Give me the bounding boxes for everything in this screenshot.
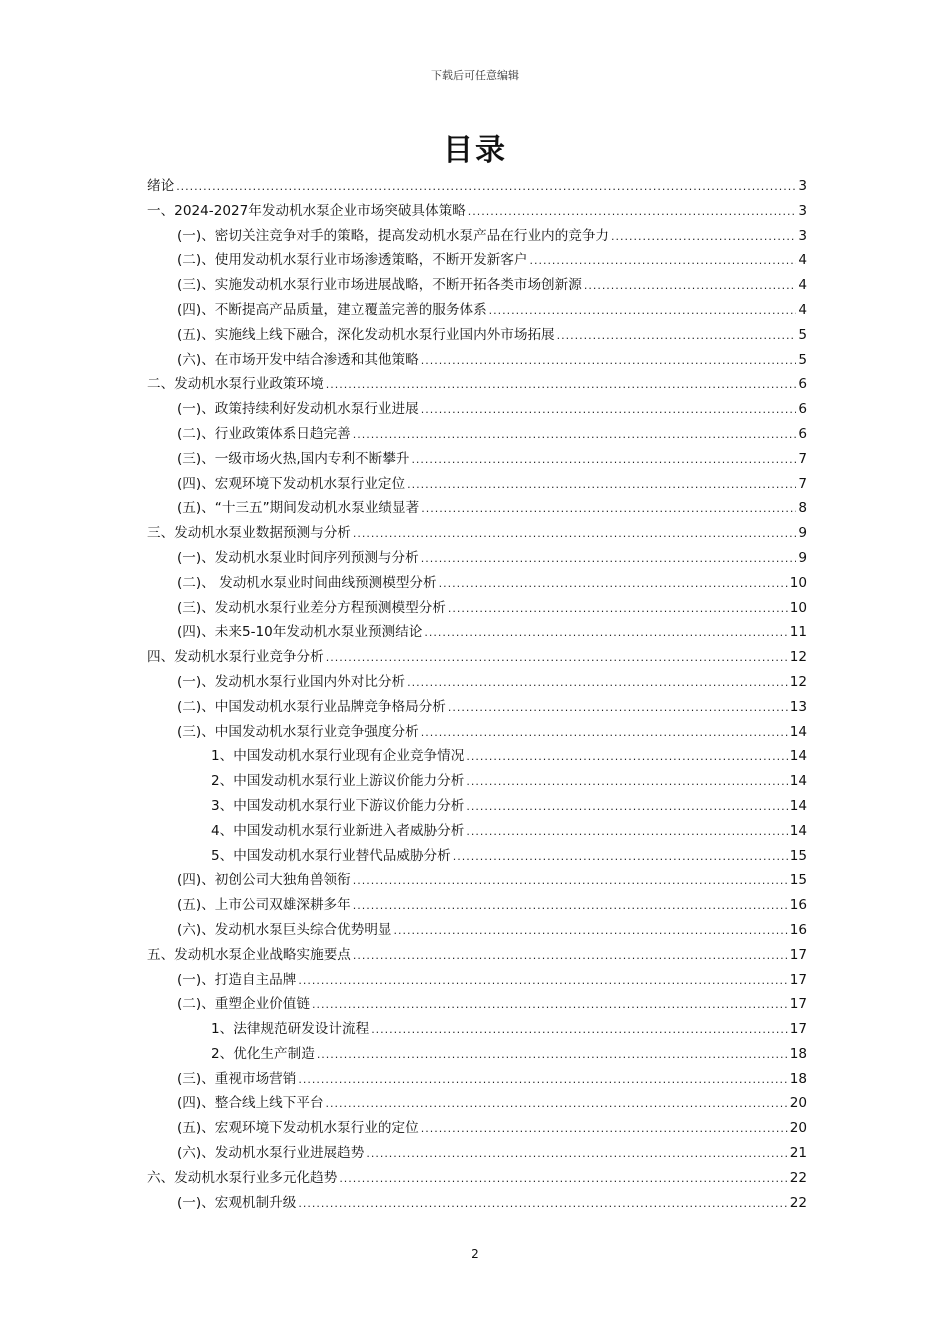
toc-dot-leader xyxy=(421,1117,788,1142)
toc-entry-text: (一)、密切关注竞争对手的策略，提高发动机水泵产品在行业内的竞争力 xyxy=(177,227,610,244)
toc-entry-text: (四)、初创公司大独角兽领衔 xyxy=(177,872,351,889)
toc-entry[interactable] xyxy=(147,174,807,199)
toc-entry-page: 20 xyxy=(789,1120,807,1137)
toc-entry-page: 3 xyxy=(798,178,807,194)
toc-title: 目录 xyxy=(443,133,507,168)
toc-entry-text: (二)、中国发动机水泵行业品牌竞争格局分析 xyxy=(177,698,446,715)
toc-dot-leader xyxy=(394,919,788,944)
toc-entry-text: (五)、实施线上线下融合，深化发动机水泵行业国内外市场拓展 xyxy=(177,326,555,343)
toc-entry-text: (四)、未来5-10年发动机水泵业预测结论 xyxy=(177,624,423,641)
toc-entry[interactable] xyxy=(147,571,807,596)
toc-entry-text: (二)、行业政策体系日趋完善 xyxy=(177,425,351,442)
toc-entry-text: 2、优化生产制造 xyxy=(211,1045,315,1062)
header-note: 下载后可任意编辑 xyxy=(431,69,519,82)
toc-dot-leader xyxy=(326,646,788,671)
toc-entry-text: 1、中国发动机水泵行业现有企业竞争情况 xyxy=(211,748,465,765)
toc-entry[interactable] xyxy=(147,968,807,993)
toc-entry-text: 2、中国发动机水泵行业上游议价能力分析 xyxy=(211,773,465,790)
toc-entry-page: 6 xyxy=(798,425,807,442)
toc-entry-text: 绪论 xyxy=(147,178,175,194)
toc-entry-text: (二)、使用发动机水泵行业市场渗透策略，不断开发新客户 xyxy=(177,252,528,269)
toc-dot-leader xyxy=(466,745,787,770)
toc-entry-page: 4 xyxy=(798,277,807,294)
toc-dot-leader xyxy=(339,1167,787,1192)
toc-dot-leader xyxy=(353,894,788,919)
toc-entry[interactable] xyxy=(147,496,807,521)
toc-entry[interactable] xyxy=(147,1191,807,1216)
toc-entry[interactable] xyxy=(147,720,807,745)
toc-entry-page: 5 xyxy=(798,351,807,368)
toc-entry[interactable] xyxy=(147,1017,807,1042)
toc-entry-page: 6 xyxy=(798,376,807,393)
toc-entry[interactable] xyxy=(147,596,807,621)
toc-entry[interactable] xyxy=(147,620,807,645)
toc-dot-leader xyxy=(326,373,797,398)
toc-dot-leader xyxy=(421,721,788,746)
toc-entry-page: 17 xyxy=(789,971,807,988)
toc-entry-page: 17 xyxy=(789,1021,807,1038)
toc-entry[interactable] xyxy=(147,472,807,497)
toc-dot-leader xyxy=(421,497,796,522)
toc-entry-text: 五、发动机水泵企业战略实施要点 xyxy=(147,946,351,963)
toc-entry[interactable] xyxy=(147,248,807,273)
toc-entry-text: (三)、实施发动机水泵行业市场进展战略，不断开拓各类市场创新源 xyxy=(177,277,582,294)
toc-entry-text: 一、2024-2027年发动机水泵企业市场突破具体策略 xyxy=(147,202,466,219)
toc-entry-page: 3 xyxy=(798,227,807,244)
toc-entry-page: 10 xyxy=(789,599,807,616)
toc-entry[interactable] xyxy=(147,224,807,249)
toc-entry-text: 四、发动机水泵行业竞争分析 xyxy=(147,649,324,666)
toc-entry-text: (三)、一级市场火热,国内专利不断攀升 xyxy=(177,450,410,467)
toc-entry-page: 7 xyxy=(798,450,807,467)
toc-entry-page: 9 xyxy=(798,525,807,542)
toc-entry[interactable] xyxy=(147,1166,807,1191)
toc-entry[interactable] xyxy=(147,645,807,670)
toc-entry-text: (二)、 发动机水泵业时间曲线预测模型分析 xyxy=(177,574,437,591)
toc-entry-text: (五)、上市公司双雄深耕多年 xyxy=(177,897,351,914)
toc-dot-leader xyxy=(353,522,796,547)
toc-dot-leader xyxy=(317,1043,788,1068)
toc-entry[interactable] xyxy=(147,397,807,422)
toc-entry[interactable] xyxy=(147,744,807,769)
toc-entry-text: (三)、中国发动机水泵行业竞争强度分析 xyxy=(177,723,419,740)
toc-entry-page: 10 xyxy=(789,574,807,591)
toc-entry[interactable] xyxy=(147,769,807,794)
toc-entry-page: 12 xyxy=(789,649,807,666)
toc-entry-page: 17 xyxy=(789,946,807,963)
toc-entry[interactable] xyxy=(147,372,807,397)
toc-dot-leader xyxy=(407,671,788,696)
toc-dot-leader xyxy=(353,423,797,448)
toc-entry-page: 14 xyxy=(789,723,807,740)
toc-dot-leader xyxy=(366,1142,787,1167)
toc-entry-text: 六、发动机水泵行业多元化趋势 xyxy=(147,1169,338,1186)
toc-entry-text: (一)、政策持续利好发动机水泵行业进展 xyxy=(177,401,419,418)
toc-entry-page: 22 xyxy=(789,1169,807,1186)
toc-entry-page: 6 xyxy=(798,401,807,418)
toc-dot-leader xyxy=(557,324,797,349)
toc-entry-text: (五)、宏观环境下发动机水泵行业的定位 xyxy=(177,1120,419,1137)
toc-entry-text: (一)、宏观机制升级 xyxy=(177,1194,297,1211)
toc-dot-leader xyxy=(298,1192,787,1217)
toc-entry[interactable] xyxy=(147,868,807,893)
toc-dot-leader xyxy=(407,473,796,498)
toc-dot-leader xyxy=(466,820,787,845)
toc-entry-page: 9 xyxy=(798,549,807,566)
toc-entry-text: (四)、整合线上线下平台 xyxy=(177,1095,324,1112)
toc-entry[interactable] xyxy=(147,918,807,943)
toc-entry-page: 11 xyxy=(789,624,807,641)
toc-entry-text: 1、法律规范研发设计流程 xyxy=(211,1021,370,1038)
toc-entry-page: 17 xyxy=(789,996,807,1013)
toc-entry[interactable] xyxy=(147,943,807,968)
toc-entry[interactable] xyxy=(147,844,807,869)
toc-dot-leader xyxy=(448,597,788,622)
toc-entry[interactable] xyxy=(147,893,807,918)
toc-entry-page: 8 xyxy=(798,500,807,517)
toc-entry[interactable] xyxy=(147,794,807,819)
toc-entry[interactable] xyxy=(147,695,807,720)
toc-entry[interactable] xyxy=(147,348,807,373)
toc-dot-leader xyxy=(453,845,788,870)
toc-dot-leader xyxy=(439,572,788,597)
toc-entry-text: (六)、发动机水泵行业进展趋势 xyxy=(177,1145,365,1162)
toc-dot-leader xyxy=(298,1068,787,1093)
toc-dot-leader xyxy=(353,869,788,894)
toc-dot-leader xyxy=(298,969,787,994)
toc-dot-leader xyxy=(326,1092,788,1117)
toc-entry-page: 13 xyxy=(789,698,807,715)
toc-entry-page: 14 xyxy=(789,797,807,814)
toc-entry-text: 三、发动机水泵业数据预测与分析 xyxy=(147,525,351,542)
toc-dot-leader xyxy=(468,200,797,225)
toc-entry-page: 20 xyxy=(789,1095,807,1112)
toc-entry-text: (三)、发动机水泵行业差分方程预测模型分析 xyxy=(177,599,446,616)
toc-entry[interactable] xyxy=(147,1067,807,1092)
toc-entry-text: 5、中国发动机水泵行业替代品威胁分析 xyxy=(211,847,451,864)
toc-entry-text: (二)、重塑企业价值链 xyxy=(177,996,310,1013)
toc-entry-page: 15 xyxy=(789,847,807,864)
toc-entry-text: 二、发动机水泵行业政策环境 xyxy=(147,376,324,393)
toc-entry[interactable] xyxy=(147,1091,807,1116)
toc-dot-leader xyxy=(466,795,787,820)
toc-dot-leader xyxy=(489,299,797,324)
toc-entry[interactable] xyxy=(147,521,807,546)
toc-entry-text: (六)、发动机水泵巨头综合优势明显 xyxy=(177,921,392,938)
toc-entry[interactable] xyxy=(147,298,807,323)
toc-dot-leader xyxy=(529,249,796,274)
toc-entry-page: 21 xyxy=(789,1145,807,1162)
toc-entry[interactable] xyxy=(147,992,807,1017)
toc-entry[interactable] xyxy=(147,670,807,695)
toc-entry[interactable] xyxy=(147,323,807,348)
toc-entry-page: 14 xyxy=(789,822,807,839)
toc-dot-leader xyxy=(312,993,788,1018)
toc-entry-text: 3、中国发动机水泵行业下游议价能力分析 xyxy=(211,797,465,814)
toc-entry-text: (一)、发动机水泵行业国内外对比分析 xyxy=(177,673,406,690)
toc-dot-leader xyxy=(448,696,788,721)
toc-dot-leader xyxy=(466,770,787,795)
toc-entry[interactable] xyxy=(147,1116,807,1141)
toc-entry-page: 3 xyxy=(798,202,807,219)
toc-entry-page: 5 xyxy=(798,326,807,343)
toc-entry-page: 14 xyxy=(789,748,807,765)
toc-entry-text: (四)、不断提高产品质量，建立覆盖完善的服务体系 xyxy=(177,301,487,318)
toc-dot-leader xyxy=(176,175,796,200)
toc-entry-text: 4、中国发动机水泵行业新进入者威胁分析 xyxy=(211,822,465,839)
toc-entry[interactable] xyxy=(147,447,807,472)
toc-entry[interactable] xyxy=(147,1042,807,1067)
toc-entry-text: (三)、重视市场营销 xyxy=(177,1070,297,1087)
toc-entry[interactable] xyxy=(147,546,807,571)
toc-entry-page: 4 xyxy=(798,252,807,269)
toc-entry-page: 7 xyxy=(798,475,807,492)
toc-entry-page: 18 xyxy=(789,1070,807,1087)
table-of-contents xyxy=(147,174,807,1215)
toc-dot-leader xyxy=(421,398,797,423)
toc-entry-text: (五)、“十三五”期间发动机水泵业绩显著 xyxy=(177,500,420,517)
toc-dot-leader xyxy=(411,448,796,473)
toc-entry-page: 15 xyxy=(789,872,807,889)
page-number: 2 xyxy=(471,1247,479,1261)
toc-entry-text: (一)、发动机水泵业时间序列预测与分析 xyxy=(177,549,419,566)
toc-entry-page: 14 xyxy=(789,773,807,790)
toc-dot-leader xyxy=(421,349,797,374)
toc-dot-leader xyxy=(371,1018,788,1043)
toc-entry[interactable] xyxy=(147,1141,807,1166)
toc-entry-text: (六)、在市场开发中结合渗透和其他策略 xyxy=(177,351,419,368)
toc-entry-page: 16 xyxy=(789,897,807,914)
toc-dot-leader xyxy=(611,225,796,250)
toc-dot-leader xyxy=(421,547,797,572)
toc-entry[interactable] xyxy=(147,422,807,447)
toc-entry-page: 22 xyxy=(789,1194,807,1211)
toc-entry-page: 12 xyxy=(789,673,807,690)
toc-entry-page: 18 xyxy=(789,1045,807,1062)
toc-entry[interactable] xyxy=(147,819,807,844)
toc-entry[interactable] xyxy=(147,199,807,224)
toc-entry-page: 4 xyxy=(798,301,807,318)
toc-entry-page: 16 xyxy=(789,921,807,938)
toc-dot-leader xyxy=(584,274,797,299)
toc-dot-leader xyxy=(353,944,788,969)
toc-entry-text: (一)、打造自主品牌 xyxy=(177,971,297,988)
toc-entry-text: (四)、宏观环境下发动机水泵行业定位 xyxy=(177,475,406,492)
toc-entry[interactable] xyxy=(147,273,807,298)
toc-dot-leader xyxy=(424,621,787,646)
